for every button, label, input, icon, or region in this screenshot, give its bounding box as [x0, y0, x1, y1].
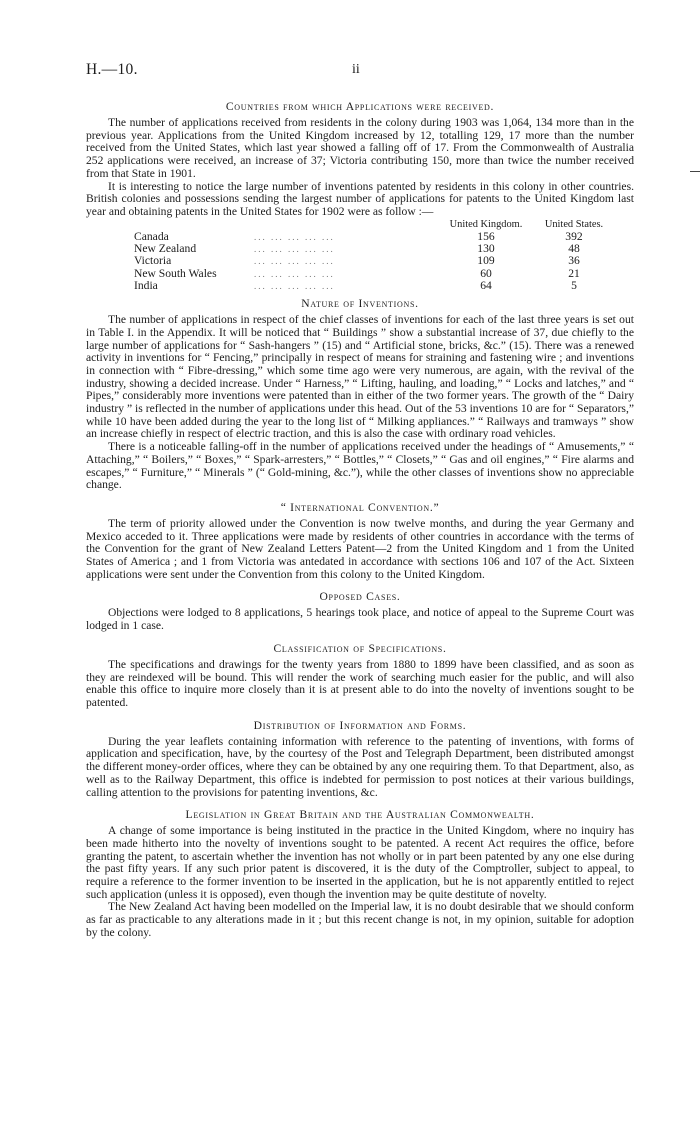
document-body: [86, 100, 634, 940]
table-row: [134, 255, 618, 267]
dot-leaders: ... ... ... ... ...: [254, 256, 335, 267]
country-cell: New Zealand: [134, 241, 197, 255]
margin-mark: [690, 171, 700, 172]
paragraph: During the year leaflets containing information with reference to the patenting of inventions, with forms of application and specification, have, by the courtesy of the Post and Telegraph Department, been distributed amongst the different money-order offices, where they can be obtained by any one requiring them. To that Department, also, as well as to the Railway Department, this office is indebted for permission to post notices at their various buildings, calling attention to the provisions for patenting inventions, &c.: [86, 734, 634, 799]
dot-leaders: ... ... ... ... ...: [254, 231, 335, 242]
table-row: [134, 268, 618, 280]
table-row: [134, 243, 618, 255]
dot-leaders: ... ... ... ... ...: [254, 243, 335, 254]
us-count-cell: 21: [568, 266, 580, 280]
uk-count-cell: 156: [477, 229, 495, 243]
section-heading-international-convention: “ International Convention.”: [280, 500, 440, 514]
paragraph: A change of some importance is being instituted in the practice in the United Kingdom, where no inquiry has been made hitherto into the novelty of inventions sought to be patented. A recent Act requires the office, before granting the patent, to ascertain whether the invention has not wholly or in part been patented by any one else during the past fifty years. If any such prior patent is discovered, it is the duty of the Comptroller, subject to appeal, to require a reference to the former invention to be inserted in the application, but he is not apparently entitled to reject such application (unless it is opposed), even though the invention may be quite destitute of novelty.: [86, 824, 634, 901]
page-header: [86, 61, 626, 82]
us-count-cell: 36: [568, 254, 580, 268]
dot-leaders: ... ... ... ... ...: [254, 268, 335, 279]
section-heading-nature-of-inventions: Nature of Inventions.: [301, 297, 419, 311]
country-cell: Victoria: [134, 254, 172, 268]
uk-count-cell: 109: [477, 254, 495, 268]
uk-count-cell: 64: [480, 278, 492, 292]
paragraph: The term of priority allowed under the Convention is now twelve months, and during the year Germany and Mexico acceded to it. Three applications were made by residents of other countries in accordance with the terms of the Convention for the grant of New Zealand Letters Patent—2 from the United Kingdom and 1 from the United States of America ; and 1 from Victoria was antedated in accordance with sections 106 and 107 of the Act. Sixteen applications were sent under the Convention from this colony to the United Kingdom.: [86, 516, 634, 581]
uk-count-cell: 130: [477, 241, 495, 255]
column-header-united-kingdom: United Kingdom.: [449, 218, 523, 230]
section-heading-opposed-cases: Opposed Cases.: [319, 590, 401, 604]
paragraph: There is a noticeable falling-off in the number of applications received under the headings of “ Amusements,” “ Attaching,” “ Boilers,” “ Boxes,” “ Spark-arresters,” “ Bottles,” “ Closets,” “ Gas and oil engines,” “ Fire alarms and escapes,” “ Furniture,” “ Minerals ” (“ Gold-mining, &c.”), while the other classes of inventions show no appreciable change.: [86, 440, 634, 492]
table-row: [134, 231, 618, 243]
section-heading-countries: Countries from which Applications were received.: [225, 100, 495, 113]
document-reference: H.—10.: [86, 61, 138, 78]
section-heading-legislation: Legislation in Great Britain and the Australian Commonwealth.: [185, 808, 535, 822]
country-cell: New South Wales: [134, 266, 217, 280]
country-cell: Canada: [134, 229, 169, 243]
paragraph: The number of applications received from residents in the colony during 1903 was 1,064, 134 more than in the previous year. Applications from the United Kingdom increased by 12, totalling 129, 17 more than the number received from the United States, which last year showed a falling off of 17. From the Commonwealth of Australia 252 applications were received, an increase of 37; Victoria contributing 150, more than twice the number received from that State in 1901.: [86, 116, 634, 180]
page-number: ii: [352, 62, 360, 77]
table-header-row: [134, 219, 618, 231]
uk-count-cell: 60: [480, 266, 492, 280]
paragraph: The specifications and drawings for the twenty years from 1880 to 1899 have been classified, and as soon as they are reindexed will be bound. This will render the work of searching much easier for the public, and will also enable this office to inquire more closely than it is at present able to do into the novelty of inventions sought to be patented.: [86, 657, 634, 709]
us-count-cell: 392: [565, 229, 583, 243]
paragraph: The number of applications in respect of the chief classes of inventions for each of the last three years is set out in Table I. in the Appendix. It will be noticed that “ Buildings ” show a substantial increase of 37, due chiefly to the large number of applications for “ Sash-hangers ” (15) and “ Artificial stone, bricks, &c.” (15). There was a renewed activity in inventions for “ Fencing,” principally in respect of means for straining and fastening wire ; and inventions in connection with “ Fibre-dressing,” which some time ago were very numerous, are again, with the revival of the industry, showing a decided increase. Under “ Harness,” “ Lifting, hauling, and loading,” “ Locks and latches,” and “ Pipes,” considerably more inventions were patented than in either of the two former years. The growth of the “ Dairy industry ” is reflected in the number of applications under this head. Out of the 53 inventions 10 are for “ Separators,” while 10 have been added during the year to the long list of “ Milking appliances.” “ Railways and tramways ” show an increase chiefly in respect of electric traction, and this is also the case with ordinary road vehicles.: [86, 313, 634, 441]
section-heading-classification: Classification of Specifications.: [273, 641, 447, 655]
section-heading-distribution: Distribution of Information and Forms.: [253, 718, 467, 732]
column-header-united-states: United States.: [544, 218, 604, 230]
table-row: [134, 280, 618, 292]
paragraph: Objections were lodged to 8 applications, 5 hearings took place, and notice of appeal to the Supreme Court was lodged in 1 case.: [86, 606, 634, 633]
country-cell: India: [134, 278, 158, 292]
us-count-cell: 5: [571, 278, 577, 292]
paragraph: The New Zealand Act having been modelled on the Imperial law, it is no doubt desirable that we should conform as far as practicable to any alterations made in it ; but this recent change is not, in my opinion, suitable for adoption by the colony.: [86, 900, 634, 939]
us-count-cell: 48: [568, 241, 580, 255]
paragraph: It is interesting to notice the large number of inventions patented by residents in this colony in other countries. British colonies and possessions sending the largest number of applications for patents to the United Kingdom last year and obtaining patents in the United States for 1902 were as follow :—: [86, 179, 634, 218]
dot-leaders: ... ... ... ... ...: [254, 280, 335, 291]
applications-table: [134, 219, 618, 292]
